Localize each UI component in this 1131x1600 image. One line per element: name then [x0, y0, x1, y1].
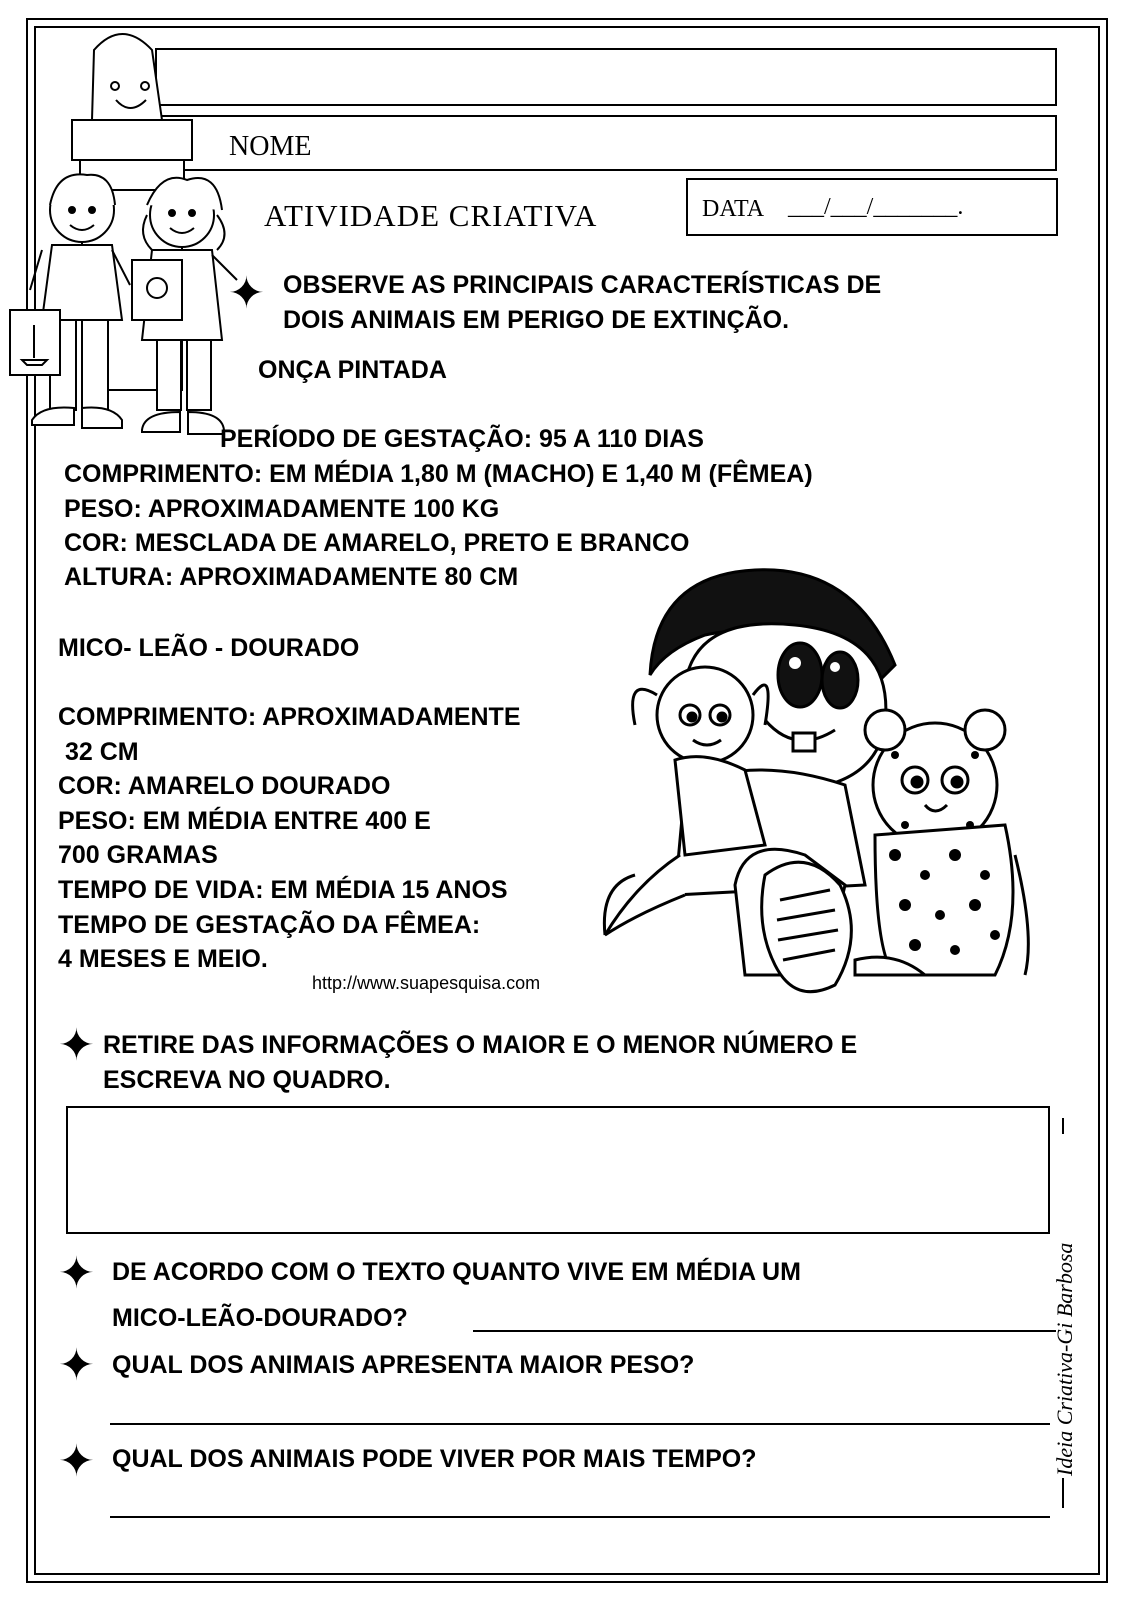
- question-2-line-1: DE ACORDO COM O TEXTO QUANTO VIVE EM MÉDIA UM: [112, 1258, 801, 1286]
- mico-fact: TEMPO DE VIDA: EM MÉDIA 15 ANOS: [58, 876, 508, 904]
- mico-fact: PESO: EM MÉDIA ENTRE 400 E: [58, 807, 431, 835]
- mico-fact: COMPRIMENTO: APROXIMADAMENTE: [58, 703, 521, 731]
- four-point-star-icon: ✦: [58, 1021, 95, 1070]
- four-point-star-icon: ✦: [58, 1437, 95, 1486]
- top-blank-field[interactable]: [155, 48, 1057, 106]
- onca-fact: ALTURA: APROXIMADAMENTE 80 CM: [64, 563, 519, 591]
- four-point-star-icon: ✦: [58, 1341, 95, 1390]
- date-label: DATA: [702, 196, 765, 222]
- activity-title: ATIVIDADE CRIATIVA: [264, 198, 598, 233]
- name-label: NOME: [229, 131, 312, 162]
- boy-monkey-jaguar-illustration: [595, 555, 1040, 1020]
- four-point-star-icon: ✦: [58, 1249, 95, 1298]
- onca-fact: PERÍODO DE GESTAÇÃO: 95 A 110 DIAS: [220, 425, 704, 453]
- answer-line-q2[interactable]: [473, 1330, 1056, 1332]
- question-3: QUAL DOS ANIMAIS APRESENTA MAIOR PESO?: [112, 1351, 695, 1379]
- credit-text: Ideia Criativa-Gi Barbosa: [1052, 1242, 1077, 1476]
- mico-fact: 700 GRAMAS: [58, 841, 218, 869]
- onca-fact: COR: MESCLADA DE AMARELO, PRETO E BRANCO: [64, 529, 690, 557]
- question-4: QUAL DOS ANIMAIS PODE VIVER POR MAIS TEMPO?: [112, 1445, 757, 1473]
- question-1-line-2: ESCREVA NO QUADRO.: [103, 1066, 391, 1094]
- mico-fact: 32 CM: [58, 738, 139, 766]
- mico-fact: TEMPO DE GESTAÇÃO DA FÊMEA:: [58, 911, 481, 939]
- intro-line-2: DOIS ANIMAIS EM PERIGO DE EXTINÇÃO.: [283, 306, 790, 334]
- credit-tick: [1062, 1118, 1064, 1134]
- mico-fact: COR: AMARELO DOURADO: [58, 772, 391, 800]
- answer-box[interactable]: [66, 1106, 1050, 1234]
- credit-tick: [1062, 1478, 1064, 1508]
- four-point-star-icon: ✦: [228, 269, 265, 318]
- question-2-line-2: MICO-LEÃO-DOURADO?: [112, 1304, 408, 1332]
- name-field[interactable]: [155, 115, 1057, 171]
- date-field[interactable]: [686, 178, 1058, 236]
- onca-title: ONÇA PINTADA: [258, 356, 447, 384]
- onca-fact: PESO: APROXIMADAMENTE 100 KG: [64, 495, 500, 523]
- onca-fact: COMPRIMENTO: EM MÉDIA 1,80 M (MACHO) E 1,40 M (FÊMEA): [64, 460, 813, 488]
- mico-title: MICO- LEÃO - DOURADO: [58, 634, 360, 662]
- mico-fact: 4 MESES E MEIO.: [58, 945, 268, 973]
- intro-line-1: OBSERVE AS PRINCIPAIS CARACTERÍSTICAS DE: [283, 271, 882, 299]
- date-slots: ___/___/_______.: [788, 194, 964, 220]
- answer-line-q4[interactable]: [110, 1516, 1050, 1518]
- answer-line-q3[interactable]: [110, 1423, 1050, 1425]
- question-1-line-1: RETIRE DAS INFORMAÇÕES O MAIOR E O MENOR NÚMERO E: [103, 1031, 858, 1059]
- source-url: http://www.suapesquisa.com: [312, 973, 541, 993]
- children-with-crayon-illustration: [12, 20, 242, 440]
